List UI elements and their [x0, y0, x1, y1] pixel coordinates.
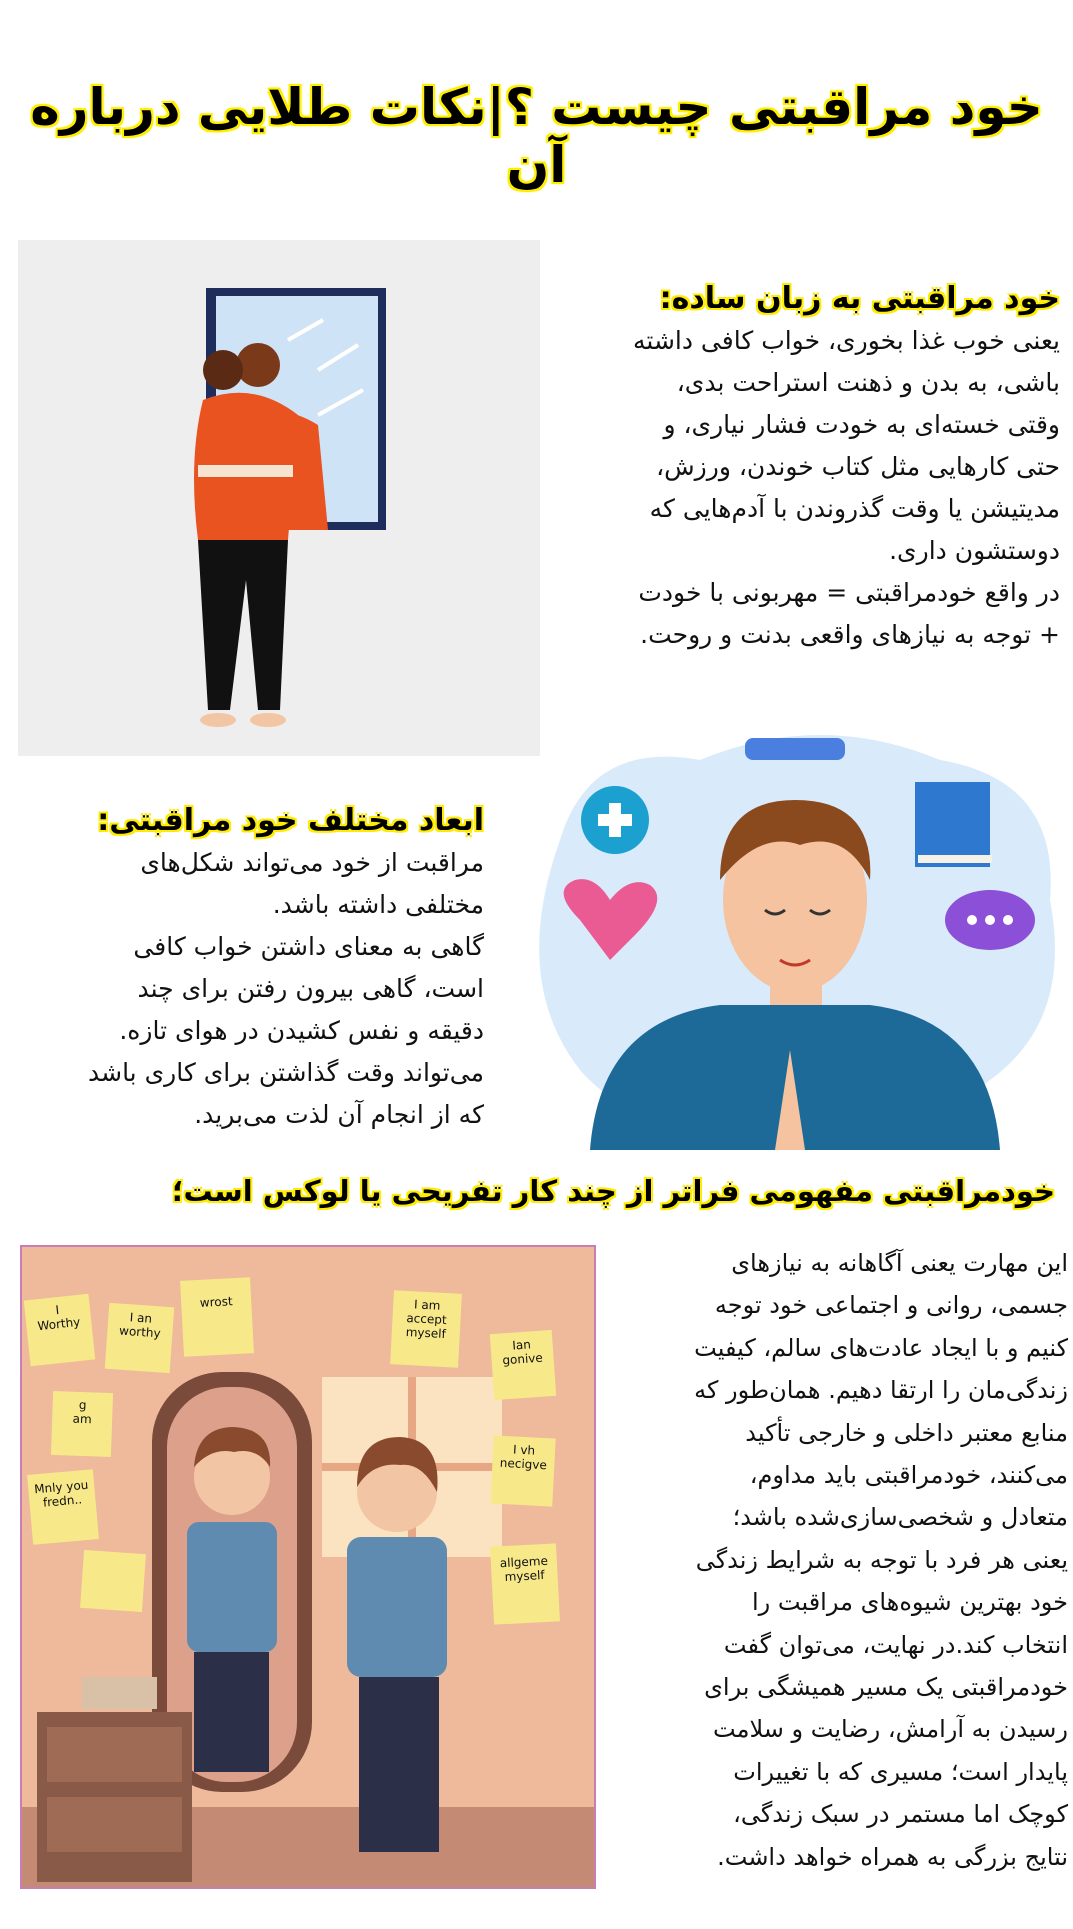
- section3-line: یعنی هر فرد با توجه به شرایط زندگی: [695, 1545, 1068, 1574]
- note-line: Worthy: [36, 1314, 81, 1334]
- section3-line: زندگی‌مان را ارتقا دهیم. همان‌طور که: [694, 1376, 1068, 1405]
- section2-line: است، گاهی بیرون رفتن برای چند: [137, 974, 484, 1003]
- section3-line: می‌کنند، خودمراقبتی باید مداوم،: [749, 1461, 1068, 1490]
- section2-line: مراقبت از خود می‌تواند شکل‌های: [140, 848, 484, 877]
- section1-text: [540, 278, 1060, 656]
- section3-line: منابع معتبر داخلی و خارجی تأکید: [745, 1418, 1068, 1447]
- pants: [198, 540, 288, 710]
- section3-heading: خودمراقبتی مفهومی فراتر از چند کار تفریحی یا لوکس است؛: [171, 1174, 1055, 1208]
- section1-heading: خود مراقبتی به زبان ساده:: [659, 281, 1060, 316]
- section3-line: نتایج بزرگی به همراه خواهد داشت.: [717, 1842, 1068, 1871]
- note-line: myself: [405, 1324, 447, 1342]
- sticky-note: [51, 1391, 113, 1457]
- section1-line: دوستشون داری.: [889, 536, 1060, 565]
- sticky-note: [105, 1303, 174, 1373]
- note-line: I am: [413, 1297, 441, 1313]
- note-line: allgeme: [499, 1553, 549, 1571]
- section3-text: [592, 1242, 1068, 1878]
- note-line: gonive: [501, 1350, 544, 1368]
- note-line: I vh: [512, 1442, 536, 1458]
- section1-line: وقتی خسته‌ای به خودت فشار نیاری، و: [663, 410, 1060, 439]
- sticky-note: [180, 1277, 254, 1357]
- dumbbell-icon: [745, 738, 845, 760]
- section3-line: کوچک اما مستمر در سبک زندگی،: [733, 1800, 1068, 1829]
- sticky-note: [24, 1294, 96, 1366]
- meditation-illustration: [520, 720, 1073, 1150]
- note-line: Ian: [511, 1337, 532, 1353]
- section3-line: پایدار است؛ مسیری که با تغییرات: [733, 1757, 1068, 1786]
- page-title: خود مراقبتی چیست ؟|نکات طلایی درباره آن: [30, 78, 1043, 194]
- section3-line: متعادل و شخصی‌سازی‌شده باشد؛: [732, 1503, 1068, 1532]
- section2-line: که از انجام آن لذت می‌برید.: [194, 1100, 484, 1129]
- book-icon: [915, 782, 990, 867]
- note-line: fredn..: [42, 1492, 83, 1510]
- note-line: g: [78, 1397, 87, 1413]
- section2-line: مختلفی داشته باشد.: [272, 890, 484, 919]
- sticky-note: [490, 1330, 556, 1400]
- meditation-graphic: [520, 720, 1073, 1150]
- note-line: I an: [129, 1310, 153, 1326]
- section1-line: باشی، به بدن و ذهنت استراحت بدی،: [676, 368, 1060, 397]
- sticky-note: [390, 1290, 462, 1367]
- section1-line: مدیتیشن یا وقت گذروندن با آدم‌هایی که: [649, 494, 1060, 523]
- section3-line: خودمراقبتی یک مسیر همیشگی برای: [704, 1673, 1068, 1702]
- section2-text: [14, 800, 484, 1136]
- section2-line: دقیقه و نفس کشیدن در هوای تازه.: [119, 1016, 484, 1045]
- note-line: Mnly you: [33, 1477, 89, 1497]
- hug-mirror-illustration: [18, 240, 540, 756]
- section3-line: جسمی، روانی و اجتماعی خود توجه: [714, 1291, 1068, 1320]
- note-line: myself: [504, 1567, 545, 1585]
- hair: [236, 343, 280, 387]
- section1-line: + توجه به نیازهای واقعی بدنت و روحت.: [640, 620, 1060, 649]
- sticky-note: [80, 1550, 146, 1612]
- section3-line: انتخاب کند.در نهایت، می‌توان گفت: [723, 1630, 1068, 1659]
- section2-line: می‌تواند وقت گذاشتن برای کاری باشد: [88, 1058, 484, 1087]
- section3-line: رسیدن به آرامش، رضایت و سلامت: [713, 1715, 1068, 1744]
- sticky-note: [490, 1543, 560, 1624]
- shirt: [347, 1537, 447, 1677]
- sticky-note: [490, 1435, 555, 1506]
- hug-mirror-graphic: [18, 240, 540, 756]
- note-line: am: [72, 1411, 92, 1427]
- section3-line: این مهارت یعنی آگاهانه به نیازهای: [731, 1249, 1068, 1277]
- pants: [359, 1677, 439, 1852]
- note-line: I: [54, 1302, 60, 1318]
- section3-line: خود بهترین شیوه‌های مراقبت را: [752, 1588, 1068, 1617]
- section1-line: حتی کارهایی مثل کتاب خوندن، ورزش،: [656, 452, 1060, 481]
- note-line: wrost: [199, 1294, 233, 1310]
- section1-line: در واقع خودمراقبتی = مهربونی با خودت: [638, 578, 1060, 607]
- mirror-notes-illustration: [20, 1245, 596, 1889]
- sticky-note: [27, 1469, 99, 1544]
- section2-line: گاهی به معنای داشتن خواب کافی: [133, 932, 484, 961]
- note-line: accept: [406, 1310, 447, 1328]
- note-line: necigve: [499, 1455, 548, 1473]
- note-line: worthy: [118, 1323, 162, 1341]
- section3-line: کنیم و با ایجاد عادت‌های سالم، کیفیت: [694, 1333, 1068, 1362]
- section2-heading: ابعاد مختلف خود مراقبتی:: [97, 803, 484, 838]
- section1-line: یعنی خوب غذا بخوری، خواب کافی داشته: [633, 326, 1060, 355]
